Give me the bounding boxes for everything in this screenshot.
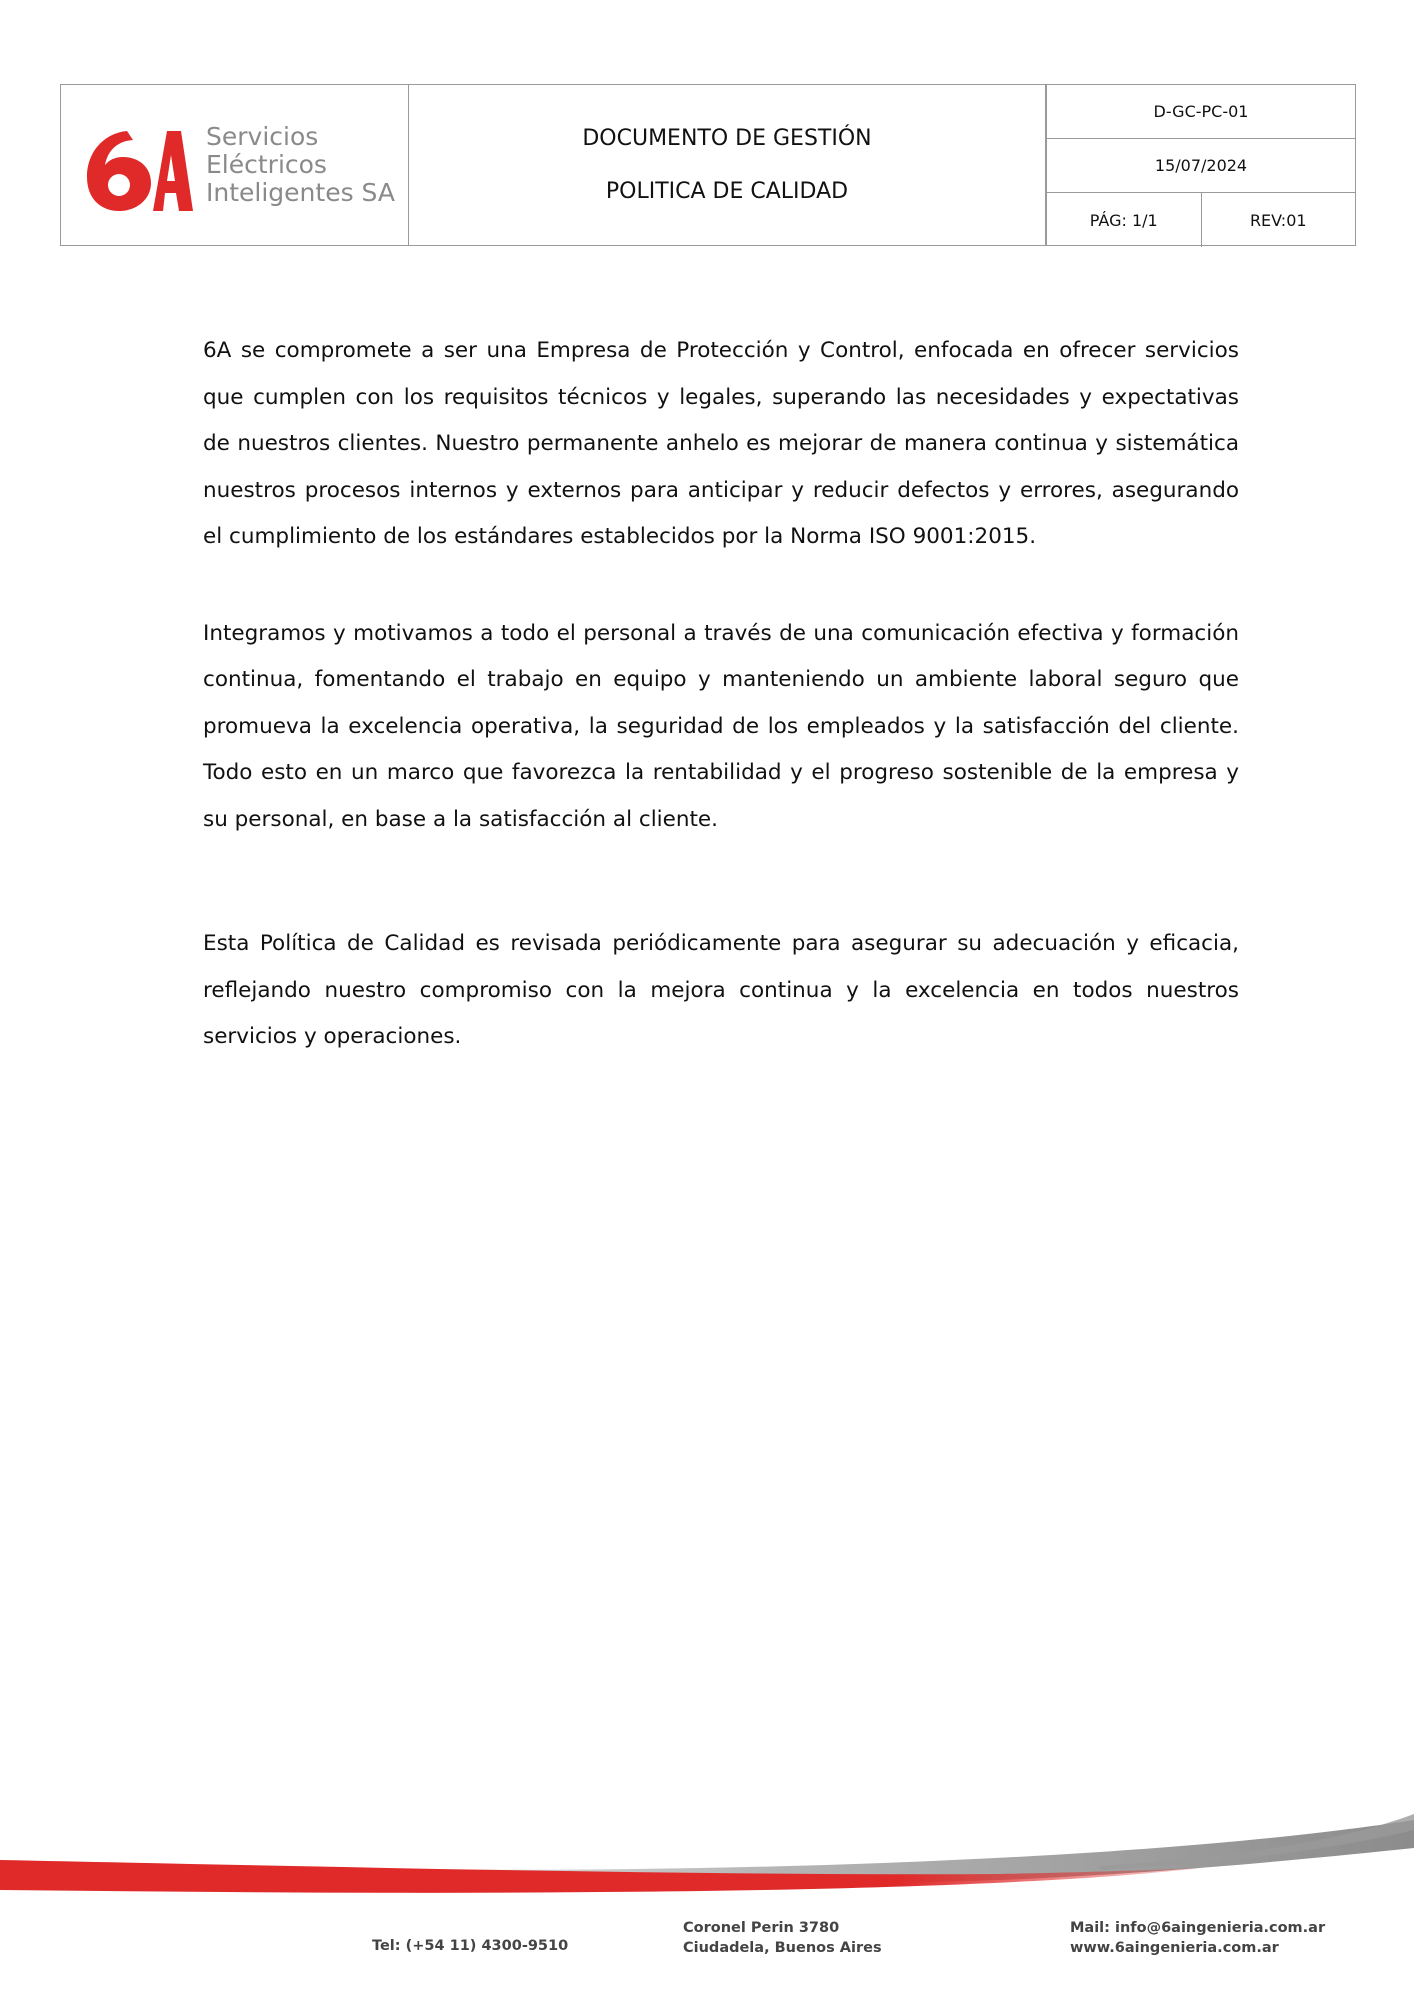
document-code: D-GC-PC-01 (1047, 85, 1355, 139)
policy-paragraph-3: Esta Política de Calidad es revisada periódicamente para asegurar su adecuación y eficacia, reflejando nuestro compromiso con la mejora continua y la excelencia en todos nuestros servicios y operaciones. (203, 931, 1239, 1049)
logo-line-2: Eléctricos (206, 150, 327, 179)
footer-address-line-2: Ciudadela, Buenos Aires (683, 1940, 882, 1956)
footer-phone: Tel: (+54 11) 4300-9510 (372, 1938, 569, 1954)
logo-wordmark (206, 123, 395, 207)
policy-body (203, 328, 1239, 1061)
footer-website[interactable]: www.6aingenieria.com.ar (1070, 1940, 1279, 1956)
document-title: POLITICA DE CALIDAD (605, 179, 849, 204)
logo-line-1: Servicios (206, 122, 319, 151)
footer-mail-web (1070, 1918, 1325, 1958)
footer-swoosh-graphic (0, 1790, 1414, 1910)
company-logo (60, 84, 409, 246)
footer-contact (0, 1918, 1414, 1978)
revision-number: REV:01 (1249, 210, 1307, 230)
6a-logo-mark (81, 125, 193, 215)
footer-email[interactable]: Mail: info@6aingenieria.com.ar (1070, 1920, 1326, 1936)
policy-paragraph-1: 6A se compromete a ser una Empresa de Protección y Control, enfocada en ofrecer servicios que cumplen con los requisitos técnicos y legales, superando las necesidades y expectativas de nuestros clientes. Nuestro permanente anhelo es mejorar de manera continua y sistemática nuestros procesos internos y externos para anticipar y reducir defectos y errores, asegurando el cumplimiento de los estándares establecidos por la Norma ISO 9001:2015. (203, 338, 1239, 549)
logo-line-3: Inteligentes SA (206, 178, 395, 207)
footer-address (683, 1918, 882, 1958)
policy-paragraph-2: Integramos y motivamos a todo el personal a través de una comunicación efectiva y formación continua, fomentando el trabajo en equipo y manteniendo un ambiente laboral seguro que promueva la excelencia operativa, la seguridad de los empleados y la satisfacción del cliente. Todo esto en un marco que favorezca la rentabilidad y el progreso sostenible de la empresa y su personal, en base a la satisfacción al cliente. (203, 620, 1239, 832)
document-type-title: DOCUMENTO DE GESTIÓN (582, 126, 872, 151)
footer-address-line-1: Coronel Perin 3780 (683, 1920, 840, 1936)
document-meta-box (1046, 84, 1356, 246)
page-number: PÁG: 1/1 (1047, 193, 1202, 247)
document-page-rev-row (1047, 193, 1355, 247)
document-title-box (409, 84, 1046, 246)
document-date: 15/07/2024 (1047, 139, 1355, 193)
